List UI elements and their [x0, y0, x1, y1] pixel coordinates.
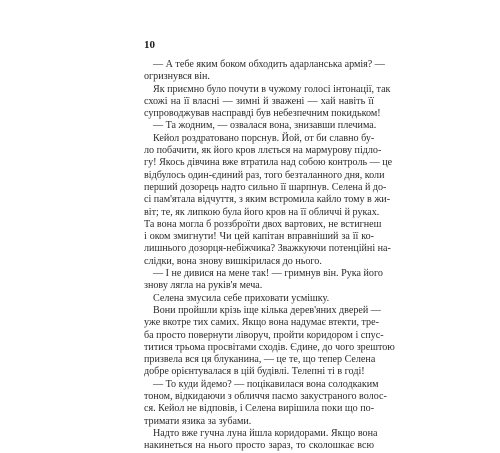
text-line: віт; те, як липкою була його кров на її обличчі й руках. [144, 206, 380, 218]
text-line: знову лягла на руків'я меча. [144, 280, 263, 292]
text-line: Та вона могла б роззброїти двох вартових, не встигнеш [144, 218, 382, 230]
text-line: сі пам'ятала відчуття, з яким встромила кайло тому в жи- [144, 194, 391, 206]
text-line: Вони пройшли крізь іще кілька дерев'яних дверей — [153, 304, 381, 316]
text-line: призвела вся ця блуканина, — це те, що тепер Селена [144, 354, 376, 366]
text-line: супроводжував насправді був небезпечним покидьком! [144, 108, 381, 120]
text-line: добре орієнтувалася в цій будівлі. Телепні ті в годі! [144, 366, 365, 378]
text-line: огризнувся він. [144, 71, 210, 83]
page-number: 10 [144, 39, 155, 51]
text-line: Як приємно було почути в чужому голосі інтонації, так [153, 83, 391, 95]
text-line: уже вкотре тих самих. Якщо вона надумає втекти, тре- [144, 317, 379, 329]
text-line: ся. Кейол не відповів, і Селена вирішила поки що по- [144, 403, 375, 415]
text-line: ло побачити, як його кров ллється на мармурову підло- [144, 145, 382, 157]
text-line: лишнього дозорця-небіжчика? Зважкуючи потенційні на- [144, 243, 391, 255]
text-line: — То куди йдемо? — поцікавилася вона солодкаким [153, 378, 379, 390]
text-line: відбулось один-єдиний раз, того безталанного дня, коли [144, 169, 385, 181]
text-line: Надто вже гучна луна йшла коридорами. Якщо вона [153, 427, 378, 439]
text-line: — А тебе яким боком обходить адарланська армія? — [153, 59, 385, 70]
text-line: — Та жодним, — озвалася вона, знизавши плечима. [153, 120, 377, 132]
text-line: перший дозорець надто сильно її шарпнув. Селена й до- [144, 181, 387, 193]
text-line: ба просто повернути ліворуч, пройти коридором і спус- [144, 329, 384, 341]
text-line: схожі на її власні — зимні й зважені — хай навіть її [144, 95, 374, 107]
text-line: тоном, відкидаючи з обличчя пасмо закустраного волос- [144, 391, 387, 403]
text-line: — І не дивися на мене так! — гримнув він. Рука його [153, 268, 383, 280]
text-line: і оком змигнути! Чи цей капітан вправніший за її ко- [144, 231, 374, 243]
text-line: тримати язика за зубами. [144, 415, 252, 427]
text-line: гу! Якось дівчина вже втратила над собою контроль — це [144, 157, 393, 169]
text-line: накинеться на нього просто зараз, то сколошкає всю [144, 440, 374, 452]
body-text [144, 59, 395, 453]
text-line: титися трьома просвітами сходів. Єдине, до чого зрештою [144, 341, 395, 353]
text-line: слідки, вона знову вишкірилася до нього. [144, 255, 322, 267]
text-line: Селена змусила себе приховати усмішку. [153, 292, 330, 304]
text-line: Кейол роздратовано порснув. Йой, от би славно бу- [153, 132, 375, 144]
